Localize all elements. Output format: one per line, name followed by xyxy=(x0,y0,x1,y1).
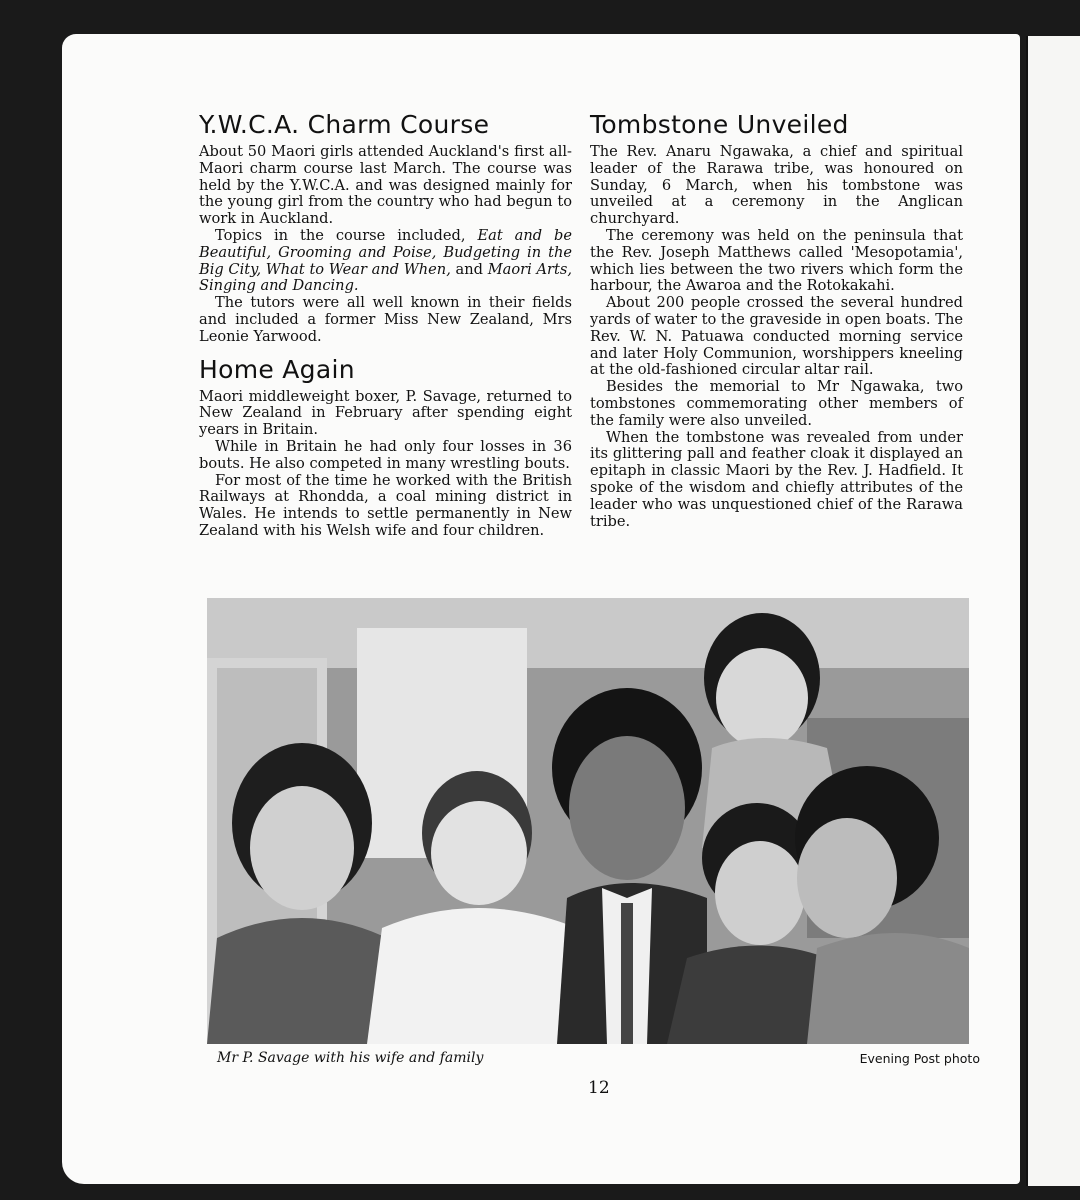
photo-credit: Evening Post photo xyxy=(859,1051,980,1066)
article-headline-charm-course: Y.W.C.A. Charm Course xyxy=(199,110,490,139)
page-number: 12 xyxy=(588,1078,610,1098)
article-paragraph: The tutors were all well known in their fields and included a former Miss New Zealand, Mrs Leonie Yarwood. xyxy=(199,294,572,345)
family-photo xyxy=(207,598,969,1044)
article-paragraph: While in Britain he had only four losses in 36 bouts. He also competed in many wrestling bouts. xyxy=(199,437,572,472)
photo-caption: Mr P. Savage with his wife and family xyxy=(217,1050,484,1066)
topics-list: Eat and be Beautiful, Grooming and Poise, Budgeting in the Big City, What to Wear and When, xyxy=(199,226,572,278)
topics-list-end: Maori Arts, Singing and Dancing. xyxy=(199,260,572,295)
right-column xyxy=(590,110,963,530)
facing-page-edge xyxy=(1026,36,1080,1186)
article-paragraph: When the tombstone was revealed from under its glittering pall and feather cloak it displayed an epitaph in classic Maori by the Rev. J. Hadfield. It spoke of the wisdom and chiefly attributes of the leader who was unquestioned chief of the Rarawa tribe. xyxy=(590,428,963,530)
topics-intro: Topics in the course included, xyxy=(215,226,478,244)
article-paragraph: About 200 people crossed the several hundred yards of water to the graveside in open boats. The Rev. W. N. Patuawa conducted morning service and later Holy Communion, worshippers kneeling at the old-fashioned circular altar rail. xyxy=(590,294,963,379)
article-paragraph: Besides the memorial to Mr Ngawaka, two tombstones commemorating other members of the family were also unveiled. xyxy=(590,378,963,429)
article-paragraph: Maori middleweight boxer, P. Savage, returned to New Zealand in February after spending eight years in Britain. xyxy=(199,387,572,439)
article-paragraph xyxy=(199,228,572,295)
family-photo-illustration xyxy=(207,598,969,1044)
topics-and: and xyxy=(450,260,488,278)
article-paragraph: About 50 Maori girls attended Auckland's first all-Maori charm course last March. The course was held by the Y.W.C.A. and was designed mainly for the young girl from the country who had begun to work in Auckland. xyxy=(199,143,572,228)
article-paragraph: The Rev. Anaru Ngawaka, a chief and spiritual leader of the Rarawa tribe, was honoured on Sunday, 6 March, when his tombstone was unveiled at a ceremony in the Anglican churchyard. xyxy=(590,143,963,228)
left-column xyxy=(199,110,572,540)
article-headline-home-again: Home Again xyxy=(199,354,355,384)
article-headline-tombstone: Tombstone Unveiled xyxy=(590,110,849,139)
article-paragraph: The ceremony was held on the peninsula that the Rev. Joseph Matthews called 'Mesopotamia', which lies between the two rivers which form the harbour, the Awaroa and the Rotokakahi. xyxy=(590,226,963,295)
article-paragraph: For most of the time he worked with the British Railways at Rhondda, a coal mining district in Wales. He intends to settle permanently in New Zealand with his Welsh wife and four children. xyxy=(199,471,572,539)
